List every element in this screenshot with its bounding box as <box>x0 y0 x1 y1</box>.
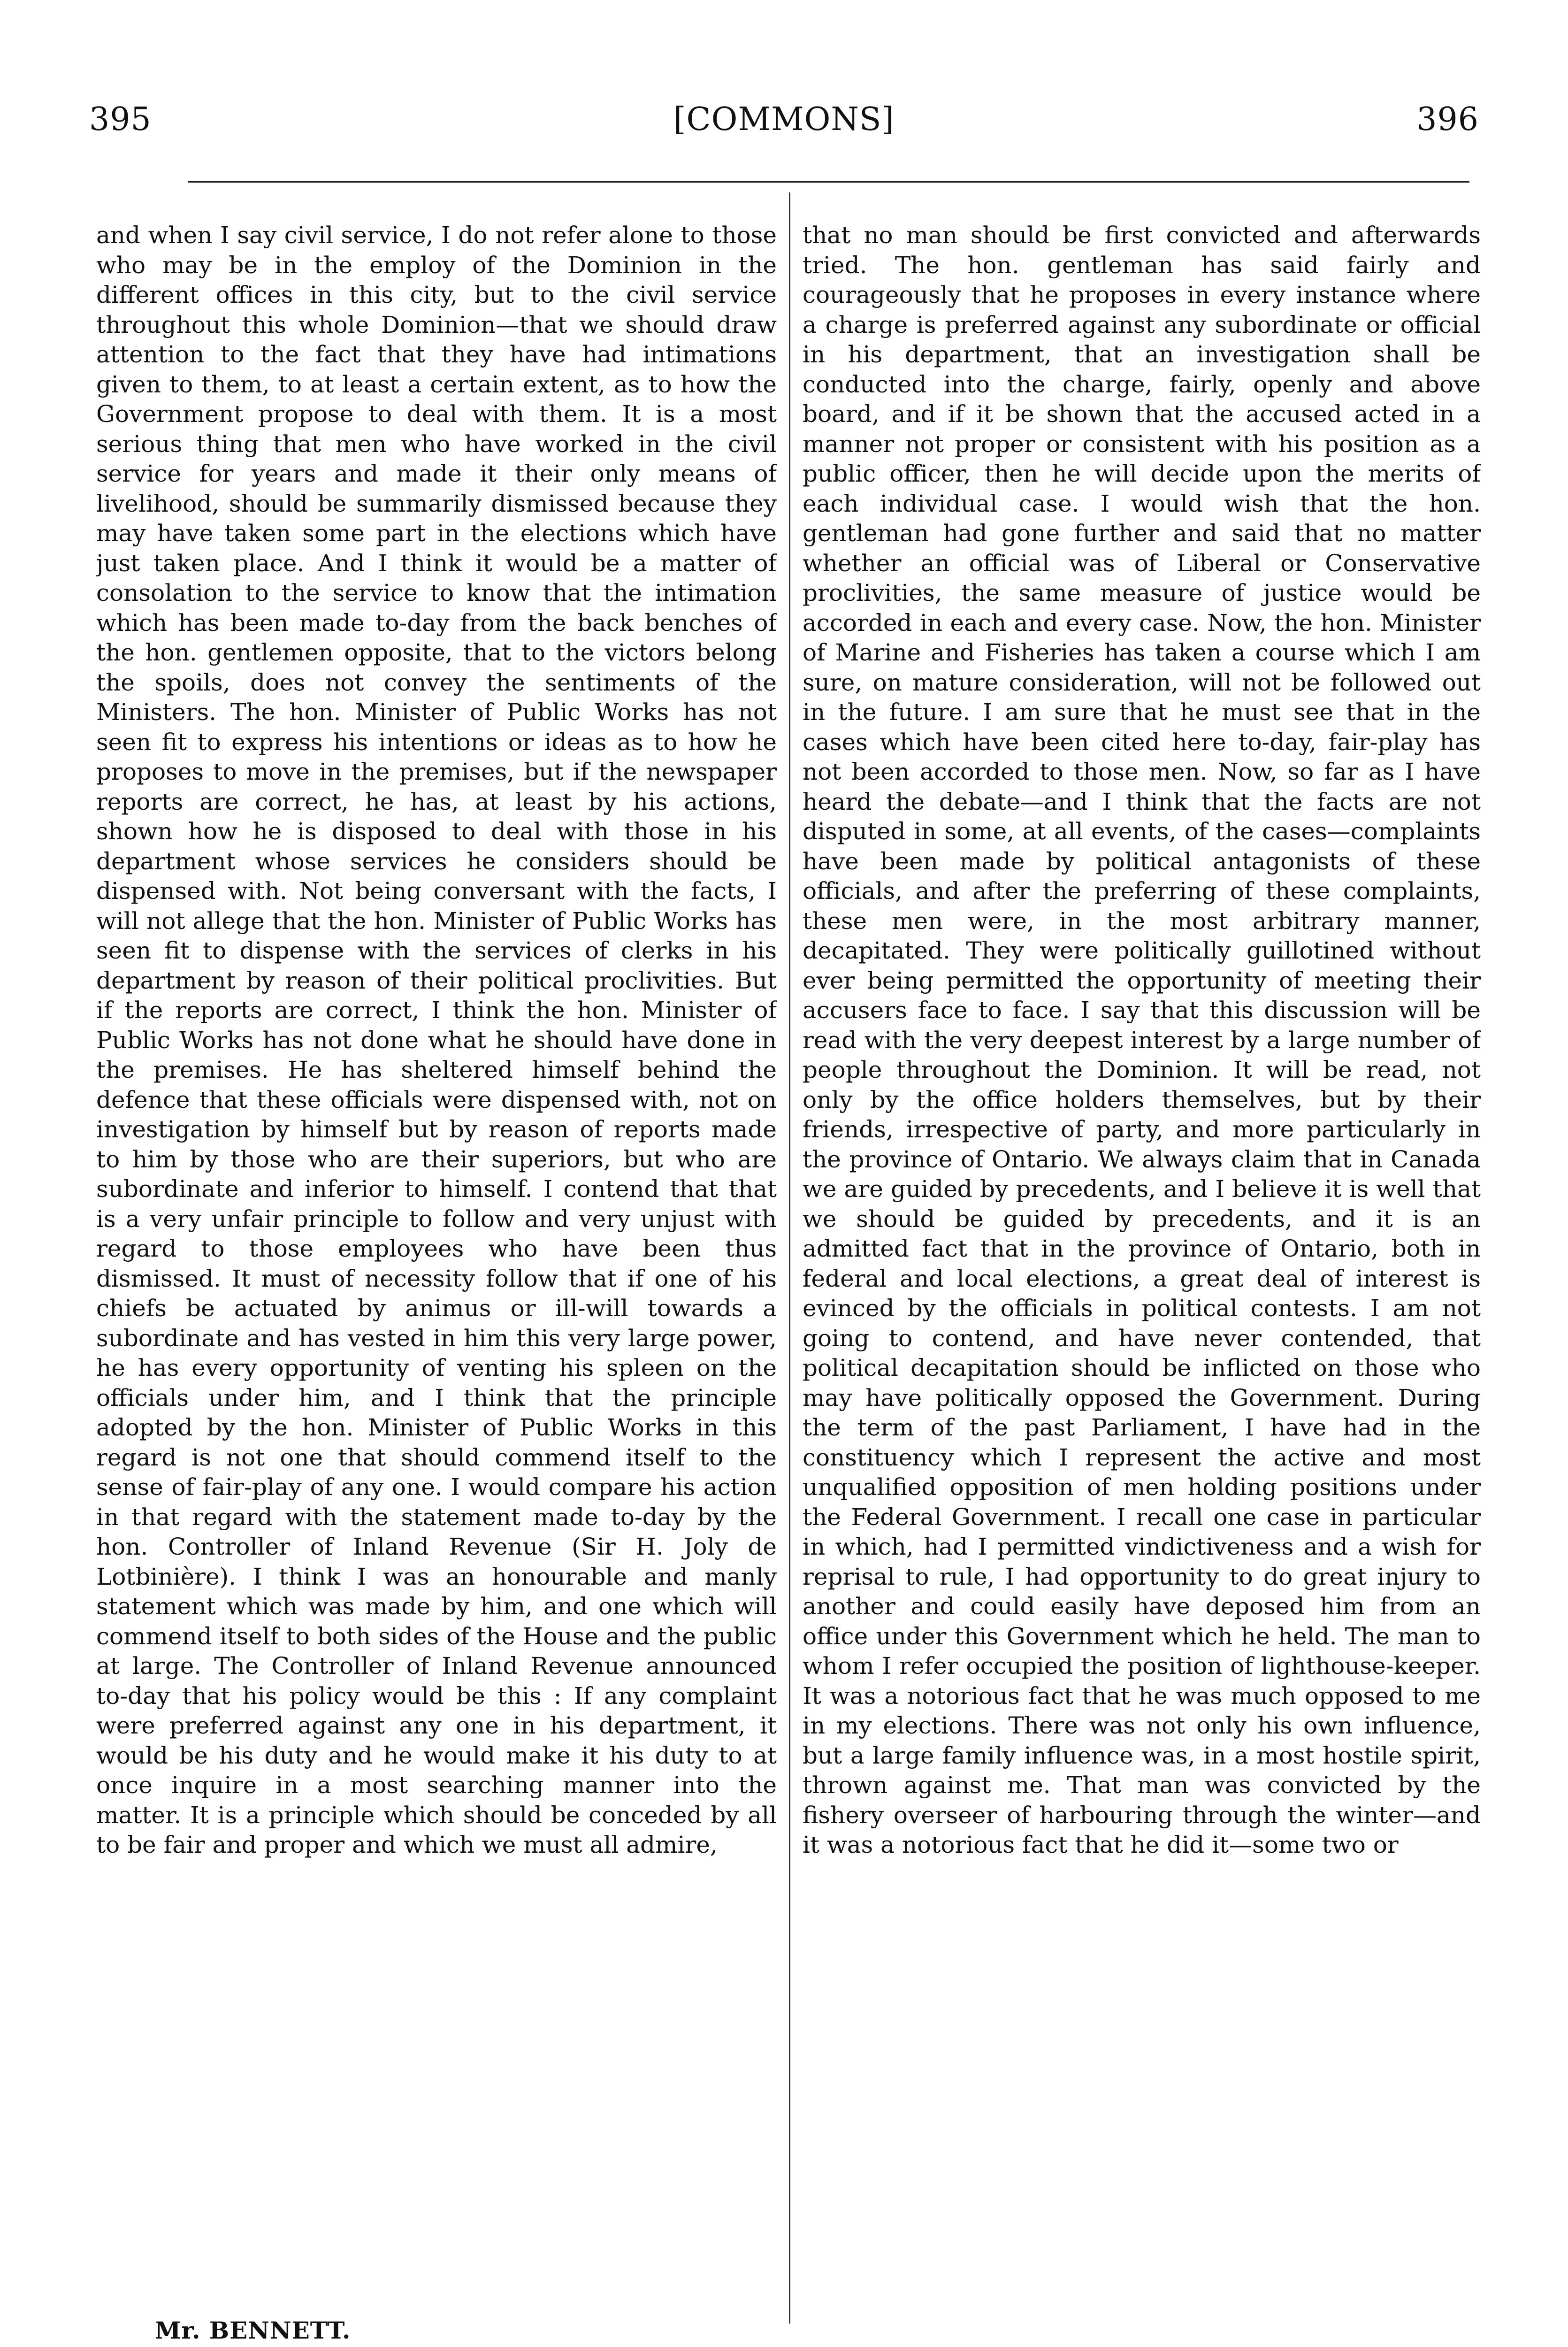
right-column-text: that no man should be first convicted and afterwards tried. The hon. gentleman has said fairly and courageously that he proposes in every instance where a charge is preferred against any subordinate or official in his department, that an investigation shall be conducted into the charge, fairly, openly and above board, and if it be shown that the accused acted in a manner not proper or consistent with his position as a public officer, then he will decide upon the merits of each individual case. I would wish that the hon. gentleman had gone further and said that no matter whether an official was of Liberal or Conservative proclivities, the same measure of justice would be accorded in each and every case. Now, the hon. Minister of Marine and Fisheries has taken a course which I am sure, on mature consideration, will not be followed out in the future. I am sure that he must see that in the cases which have been cited here to-day, fair-play has not been accorded to those men. Now, so far as I have heard the debate—and I think that the facts are not disputed in some, at all events, of the cases—complaints have been made by political antagonists of these officials, and after the preferring of these complaints, these men were, in the most arbitrary manner, decapitated. They were politically guillotined without ever being permitted the opportunity of meeting their accusers face to face. I say that this discussion will be read with the very deepest interest by a large number of people throughout the Dominion. It will be read, not only by the office holders themselves, but by their friends, irrespective of party, and more particularly in the province of Ontario. We always claim that in Canada we are guided by precedents, and I believe it is well that we should be guided by precedents, and it is an admitted fact that in the province of Ontario, both in federal and local elections, a great deal of interest is evinced by the officials in political contests. I am not going to contend, and have never contended, that political decapitation should be inflicted on those who may have politically opposed the Government. During the term of the past Parliament, I have had in the constituency which I represent the active and most unqualified opposition of men holding positions under the Federal Government. I recall one case in particular in which, had I permitted vindictiveness and a wish for reprisal to rule, I had opportunity to do great injury to another and could easily have deposed him from an office under this Government which he held. The man to whom I refer occupied the position of lighthouse-keeper. It was a notorious fact that he was much opposed to me in my elections. There was not only his own influence, but a large family influence was, in a most hostile spirit, thrown against me. That man was convicted by the fishery overseer of harbouring through the winter—and it was a notorious fact that he did it—some two or <box>803 222 1481 1858</box>
speaker-signature: Mr. BENNETT. <box>155 2316 351 2344</box>
header-rule <box>188 181 1469 183</box>
left-column <box>96 221 777 2300</box>
page-title: [COMMONS] <box>673 101 895 138</box>
right-column <box>803 221 1481 2300</box>
page-number-left: 395 <box>89 101 152 138</box>
column-divider <box>789 192 790 2324</box>
page-number-right: 396 <box>1416 101 1479 138</box>
left-column-text: and when I say civil service, I do not refer alone to those who may be in the employ of the Dominion in the different offices in this city, but to the civil service throughout this whole Dominion—that we should draw attention to the fact that they have had intimations given to them, to at least a certain extent, as to how the Government propose to deal with them. It is a most serious thing that men who have worked in the civil service for years and made it their only means of livelihood, should be summarily dismissed because they may have taken some part in the elections which have just taken place. And I think it would be a matter of consolation to the service to know that the intimation which has been made to-day from the back benches of the hon. gentlemen opposite, that to the victors belong the spoils, does not convey the sentiments of the Ministers. The hon. Minister of Public Works has not seen fit to express his intentions or ideas as to how he proposes to move in the premises, but if the newspaper reports are correct, he has, at least by his actions, shown how he is disposed to deal with those in his department whose services he considers should be dispensed with. Not being conversant with the facts, I will not allege that the hon. Minister of Public Works has seen fit to dispense with the services of clerks in his department by reason of their political proclivities. But if the reports are correct, I think the hon. Minister of Public Works has not done what he should have done in the premises. He has sheltered himself behind the defence that these officials were dispensed with, not on investigation by himself but by reason of reports made to him by those who are their superiors, but who are subordinate and inferior to himself. I contend that that is a very unfair principle to follow and very unjust with regard to those employees who have been thus dismissed. It must of necessity follow that if one of his chiefs be actuated by animus or ill-will towards a subordinate and has vested in him this very large power, he has every opportunity of venting his spleen on the officials under him, and I think that the principle adopted by the hon. Minister of Public Works in this regard is not one that should commend itself to the sense of fair-play of any one. I would compare his action in that regard with the statement made to-day by the hon. Controller of Inland Revenue (Sir H. Joly de Lotbinière). I think I was an honourable and manly statement which was made by him, and one which will commend itself to both sides of the House and the public at large. The Controller of Inland Revenue announced to-day that his policy would be this : If any complaint were preferred against any one in his department, it would be his duty and he would make it his duty to at once inquire in a most searching manner into the matter. It is a principle which should be conceded by all to be fair and proper and which we must all admire, <box>96 222 777 1858</box>
page-header <box>89 101 1479 157</box>
